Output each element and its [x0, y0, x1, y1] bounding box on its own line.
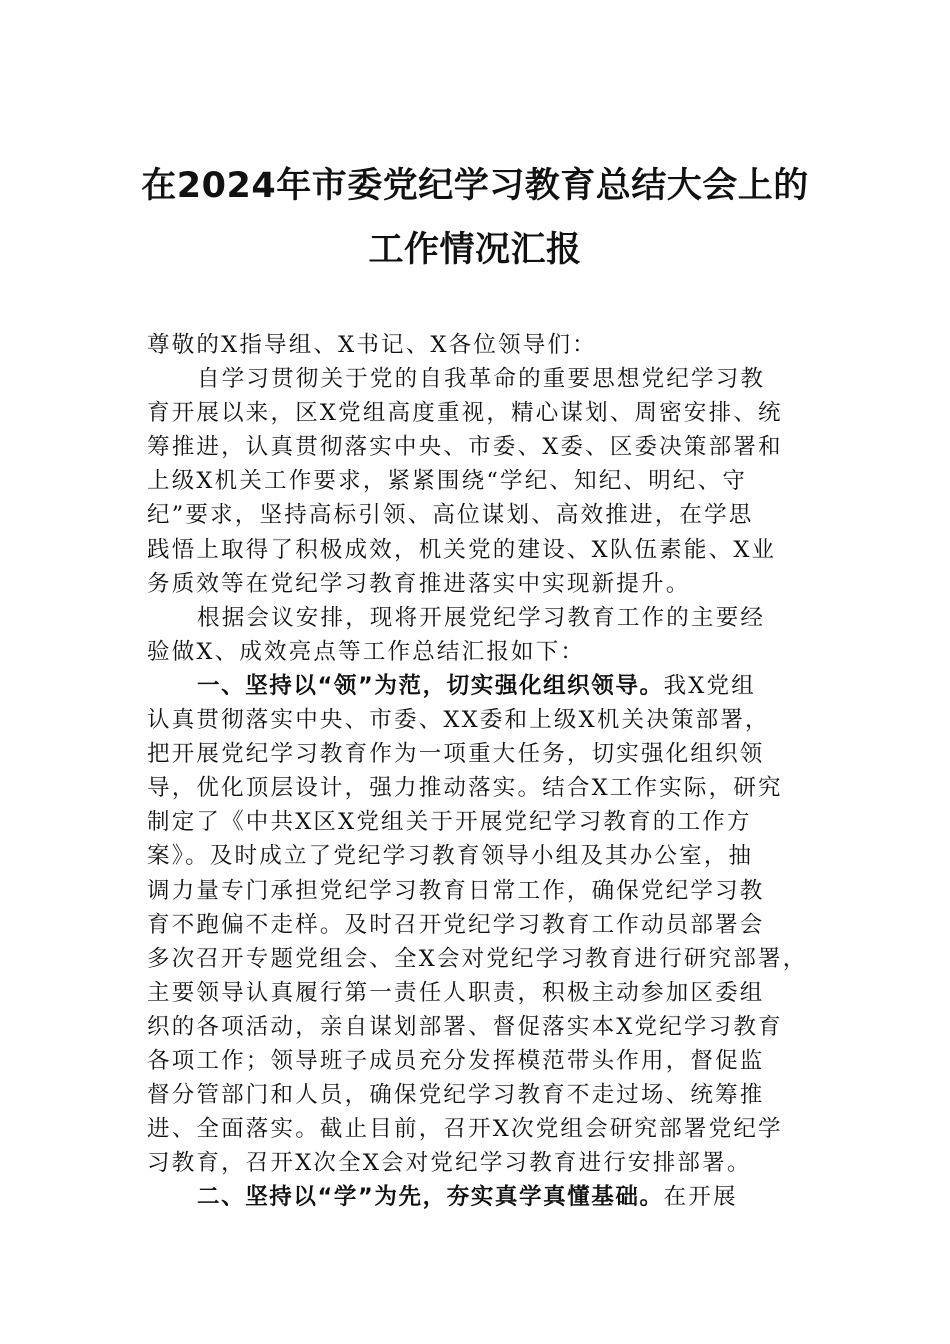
section-two — [147, 1180, 823, 1214]
document-title-line-2: 工作情况汇报 — [368, 230, 582, 270]
paragraph-line: 各项工作；领导班子成员充分发挥模范带头作用，督促监 — [147, 1047, 765, 1074]
section-two-heading: 二、坚持以“学”为先，夯实真学真懂基础。 — [197, 1184, 664, 1211]
paragraph-line: 根据会议安排，现将开展党纪学习教育工作的主要经 — [197, 604, 766, 631]
paragraph-line: 践悟上取得了积极成效，机关党的建设、X队伍素能、X业 — [147, 536, 777, 563]
paragraph-line: 务质效等在党纪学习教育推进落实中实现新提升。 — [147, 570, 691, 597]
paragraph-line: 调力量专门承担党纪学习教育日常工作，确保党纪学习教 — [147, 877, 765, 904]
paragraph-intro — [147, 362, 823, 601]
paragraph-line: 上级X机关工作要求，紧紧围绕“学纪、知纪、明纪、守 — [147, 468, 748, 495]
paragraph-line: 制定了《中共X区X党组关于开展党纪学习教育的工作方 — [147, 809, 752, 836]
paragraph-line: 验做X、成效亮点等工作总结汇报如下： — [147, 638, 586, 665]
section-two-lead-text: 在开展 — [663, 1184, 738, 1211]
paragraph-line: 习教育，召开X次全X会对党纪学习教育进行安排部署。 — [147, 1150, 752, 1177]
paragraph-line: 主要领导认真履行第一责任人职责，积极主动参加区委组 — [147, 979, 765, 1006]
section-one-first-line — [147, 669, 823, 703]
salutation: 尊敬的X指导组、X书记、X各位领导们： — [147, 332, 597, 358]
paragraph-line: 织的各项活动，亲自谋划部署、督促落实本X党纪学习教育 — [147, 1013, 783, 1040]
paragraph-arrangement — [147, 601, 823, 669]
paragraph-line: 自学习贯彻关于党的自我革命的重要思想党纪学习教 — [197, 366, 766, 393]
section-one — [147, 669, 823, 1180]
paragraph-line: 育开展以来，区X党组高度重视，精心谋划、周密安排、统 — [147, 400, 783, 427]
paragraph-line: 育不跑偏不走样。及时召开党纪学习教育工作动员部署会 — [147, 911, 765, 938]
paragraph-line: 把开展党纪学习教育作为一项重大任务，切实强化组织领 — [147, 741, 765, 768]
paragraph-line: 导，优化顶层设计，强力推动落实。结合X工作实际，研究 — [147, 775, 783, 802]
document-title-line-1: 在2024年市委党纪学习教育总结大会上的 — [141, 166, 809, 206]
paragraph-line: 多次召开专题党组会、全X会对党纪学习教育进行研究部署， — [147, 945, 808, 972]
section-one-lead-text: 我X党组 — [663, 672, 756, 699]
document-body — [147, 328, 823, 1214]
paragraph-line: 进、全面落实。截止目前，召开X次党组会研究部署党纪学 — [147, 1116, 783, 1143]
paragraph-line: 案》。及时成立了党纪学习教育领导小组及其办公室，抽 — [147, 843, 754, 870]
paragraph-line: 筹推进，认真贯彻落实中央、市委、X委、区委决策部署和 — [147, 434, 783, 461]
paragraph-line: 认真贯彻落实中央、市委、XX委和上级X机关决策部署， — [147, 707, 770, 734]
paragraph-line: 督分管部门和人员，确保党纪学习教育不走过场、统筹推 — [147, 1082, 765, 1109]
section-two-first-line — [147, 1180, 823, 1214]
section-one-heading: 一、坚持以“领”为范，切实强化组织领导。 — [197, 672, 664, 699]
paragraph-line: 纪”要求，坚持高标引领、高位谋划、高效推进，在学思 — [147, 502, 754, 529]
